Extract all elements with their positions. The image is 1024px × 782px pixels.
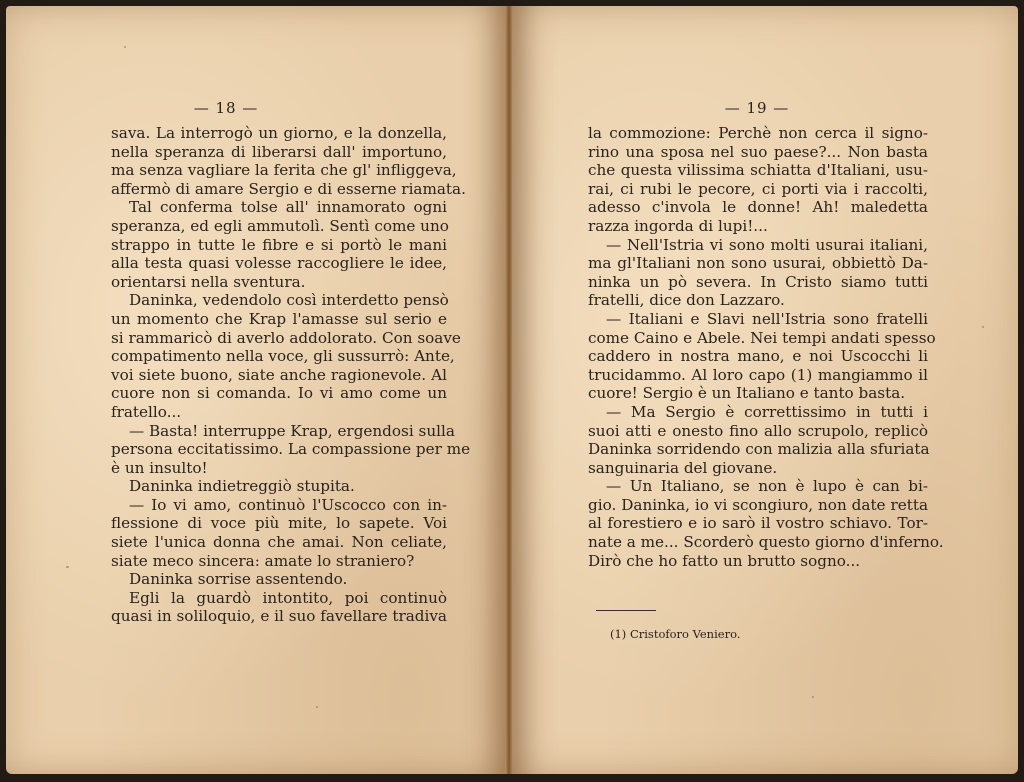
right-page-text-line: — Italiani e Slavi nell'Istria sono fratelli <box>606 309 928 328</box>
left-page-text-line: siate meco sincera: amate lo straniero? <box>111 551 415 570</box>
right-page-text-line: caddero in nostra mano, e noi Uscocchi li <box>588 347 928 366</box>
right-page-text-line: adesso c'invola le donne! Ah! maledetta <box>588 198 928 217</box>
left-page-text-line: cuore non si comanda. Io vi amo come un <box>111 384 447 403</box>
left-page-text-line: fratello... <box>111 402 182 421</box>
right-page <box>512 6 1018 774</box>
right-page-text-line: che questa vilissima schiatta d'Italiani, usu- <box>588 161 928 180</box>
left-page-text-line: speranza, ed egli ammutolì. Sentì come uno <box>111 216 449 235</box>
left-page-text-line: sava. La interrogò un giorno, e la donzella, <box>111 124 447 142</box>
right-page-text-line: razza ingorda di lupi!... <box>588 216 768 235</box>
left-page-text-line: Daninka sorrise assentendo. <box>129 570 348 589</box>
left-page-text-line: quasi in soliloquio, e il suo favellare tradiva <box>111 607 447 626</box>
left-page-text-line: — Io vi amo, continuò l'Uscocco con in- <box>129 495 447 514</box>
left-page <box>6 6 506 774</box>
left-page-text-line: orientarsi nella sventura. <box>111 272 306 291</box>
left-page-text-line: Egli la guardò intontito, poi continuò <box>129 588 447 607</box>
left-page-text-line: — Basta! interruppe Krap, ergendosi sulla <box>129 421 455 440</box>
left-page-text-line: flessione di voce più mite, lo sapete. Voi <box>111 514 447 533</box>
left-page-text-line: persona eccitatissimo. La compassione per me <box>111 440 471 459</box>
left-page-text-line: alla testa quasi volesse raccogliere le idee, <box>111 254 447 273</box>
right-page-text-line: come Caino e Abele. Nei tempi andati spesso <box>588 328 936 347</box>
left-page-text <box>111 124 471 626</box>
left-page-text-line: nella speranza di liberarsi dall' importuno, <box>111 142 447 161</box>
right-page-text-line: fratelli, dice don Lazzaro. <box>588 291 785 310</box>
page-number-left: — 18 — <box>193 99 259 117</box>
left-page-text-line: si rammaricò di averlo addolorato. Con soave <box>111 328 461 347</box>
right-page-text-line: ninka un pò severa. In Cristo siamo tutti <box>588 272 928 291</box>
right-page-text <box>588 124 944 570</box>
left-page-text-line: Daninka indietreggiò stupita. <box>129 477 355 496</box>
right-page-text-line: ma gl'Italiani non sono usurai, obbiettò Da- <box>588 254 928 273</box>
page-number-right: — 19 — <box>724 99 790 117</box>
left-page-text-line: strappo in tutte le fibre e si portò le mani <box>111 235 447 254</box>
right-page-text-line: Daninka sorridendo con malizia alla sfuriata <box>588 440 930 459</box>
left-page-text-line: ma senza vagliare la ferita che gl' infliggeva, <box>111 161 457 180</box>
right-page-text-line: Dirò che ho fatto un brutto sogno... <box>588 551 861 570</box>
left-page-text-line: Daninka, vedendolo così interdetto pensò <box>129 291 449 310</box>
right-page-text-line: suoi atti e onesto fino allo scrupolo, replicò <box>588 421 928 440</box>
right-page-text-line: rai, ci rubi le pecore, ci porti via i raccolti, <box>588 179 928 198</box>
right-page-text-line: — Ma Sergio è correttissimo in tutti i <box>606 402 928 421</box>
right-page-text-line: gio. Daninka, io vi scongiuro, non date retta <box>588 495 928 514</box>
right-page-text-line: nate a me... Scorderò questo giorno d'inferno. <box>588 533 944 552</box>
left-page-text-line: è un insulto! <box>111 458 208 477</box>
right-page-text-line: cuore! Sergio è un Italiano e tanto basta. <box>588 384 906 403</box>
footnote: (1) Cristoforo Veniero. <box>610 627 741 641</box>
left-page-text-line: voi siete buono, siate anche ragionevole. Al <box>111 365 447 384</box>
right-page-text-line: — Nell'Istria vi sono molti usurai italiani, <box>606 235 928 254</box>
right-page-text-line: trucidammo. Al loro capo (1) mangiammo il <box>588 365 928 384</box>
left-page-text-line: compatimento nella voce, gli sussurrò: Ante, <box>111 347 455 366</box>
left-page-text-line: Tal conferma tolse all' innamorato ogni <box>129 198 447 217</box>
right-page-text-line: al forestiero e io sarò il vostro schiavo. Tor- <box>588 514 928 533</box>
footnote-rule <box>596 610 656 611</box>
left-page-text-line: un momento che Krap l'amasse sul serio e <box>111 309 447 328</box>
right-page-text-line: la commozione: Perchè non cerca il signo- <box>588 124 928 142</box>
right-page-text-line: — Un Italiano, se non è lupo è can bi- <box>606 477 928 496</box>
left-page-text-line: affermò di amare Sergio e di esserne riamata. <box>111 179 466 198</box>
right-page-text-line: rino una sposa nel suo paese?... Non basta <box>588 142 928 161</box>
right-page-text-line: sanguinaria del giovane. <box>588 458 778 477</box>
left-page-text-line: siete l'unica donna che amai. Non celiate, <box>111 533 447 552</box>
